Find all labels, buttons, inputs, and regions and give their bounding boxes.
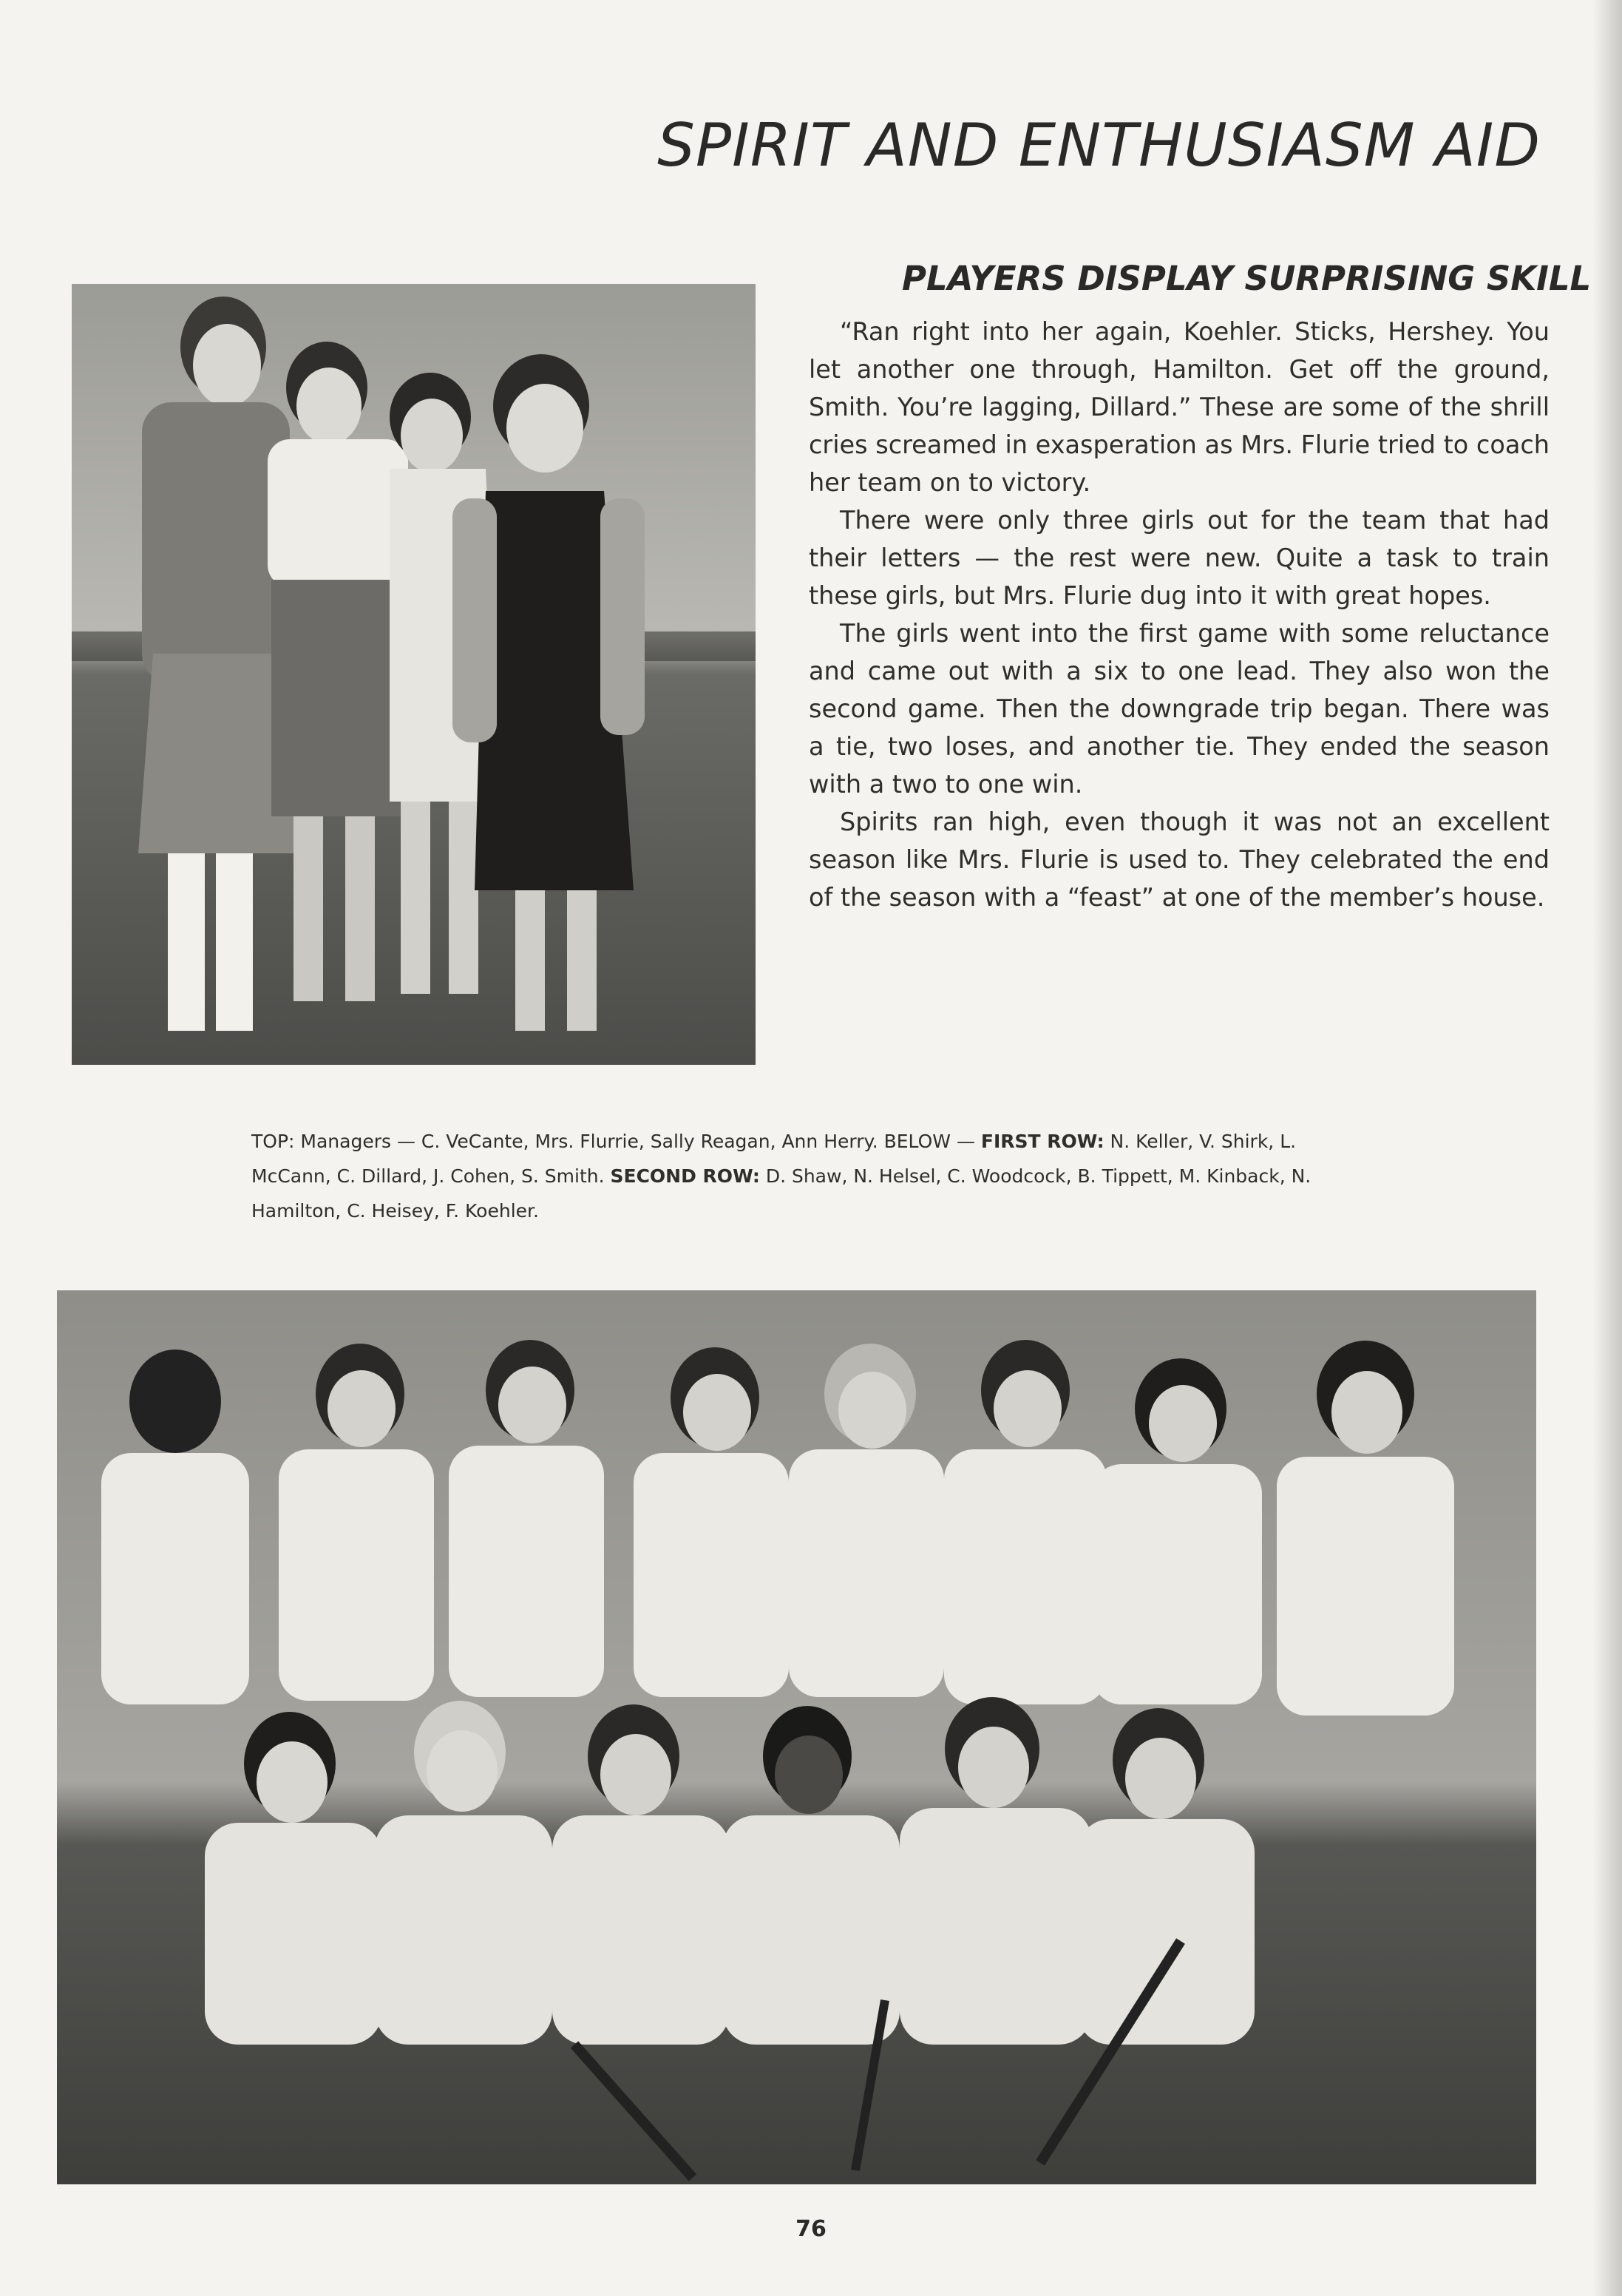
article-paragraph: There were only three girls out for the team that had their letters — the rest were new. Quite a task to train these girls, but Mrs. Flurie dug into it with great hopes. <box>809 506 1550 610</box>
caption-second-row-label: SECOND ROW: <box>610 1165 760 1187</box>
caption-second-row: D. Shaw, N. Helsel, C. Woodcock, B. Tippett, M. Kinback, N. Hamilton, C. Heisey, F. Koehler. <box>251 1165 1311 1222</box>
article-paragraph: “Ran right into her again, Koehler. Sticks, Hershey. You let another one through, Hamilton. Get off the ground, Smith. You’re lagging, Dillard.” These are some of the shrill cries screamed in exasperation as Mrs. Flurie tried to coach her team on to victory. <box>809 317 1550 497</box>
team-photo <box>57 1290 1536 2184</box>
article-subhead: PLAYERS DISPLAY SURPRISING SKILL <box>902 259 1592 298</box>
caption-top: TOP: Managers — C. VeCante, Mrs. Flurrie, Sally Reagan, Ann Herry. BELOW — <box>251 1131 981 1152</box>
caption-first-row-label: FIRST ROW: <box>980 1131 1104 1152</box>
article-paragraph: The girls went into the first game with some reluctance and came out with a six to one lead. They also won the second game. Then the downgrade trip began. There was a tie, two loses, and another tie. They ended the season with a two to one win. <box>809 619 1550 799</box>
managers-photo <box>72 284 756 1065</box>
caption-first-row: N. Keller, V. Shirk, L. McCann, C. Dillard, J. Cohen, S. Smith. <box>251 1131 1297 1187</box>
article-paragraph: Spirits ran high, even though it was not an excellent season like Mrs. Flurie is used to. They celebrated the end of the season with a “feast” at one of the member’s house. <box>809 807 1550 912</box>
page-headline: SPIRIT AND ENTHUSIASM AID <box>657 111 1541 180</box>
binding-shadow <box>1592 0 1622 2296</box>
article-body <box>809 313 1550 916</box>
photo-caption <box>251 1124 1375 1228</box>
page-number: 76 <box>795 2216 827 2242</box>
